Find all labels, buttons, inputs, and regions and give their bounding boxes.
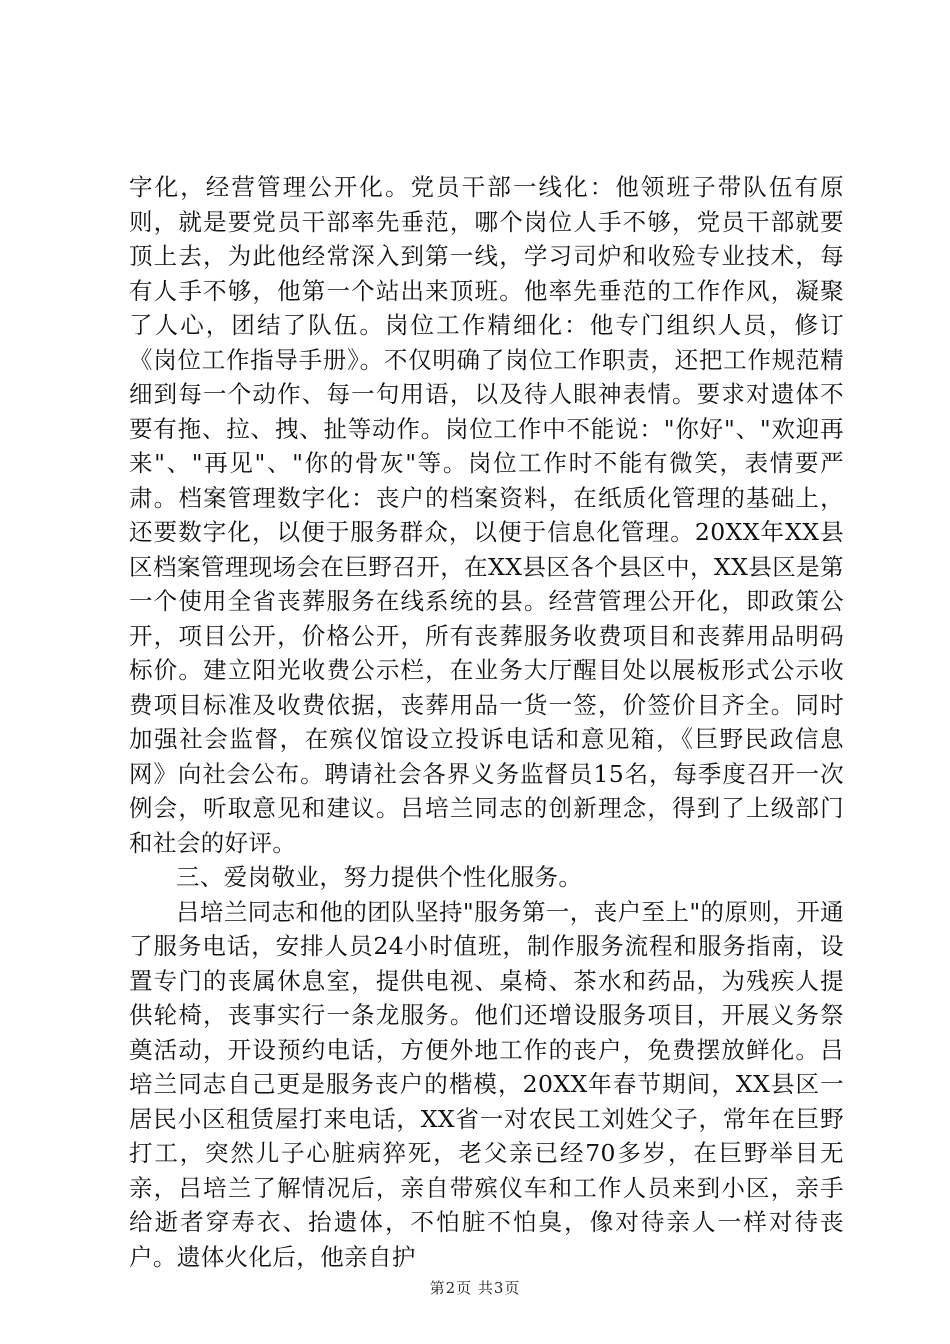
section-heading: 三、爱岗敬业，努力提供个性化服务。 — [176, 863, 583, 891]
paragraph-service: 吕培兰同志和他的团队坚持"服务第一，丧户至上"的原则，开通了服务电话，安排人员24小时值班，制作服务流程和服务指南，设置专门的丧属休息室，提供电视、桌椅、茶水和药品，为残疾人提供轮椅，丧事实行一条龙服务。他们还增设服务项目，开展义务祭奠活动，开设预约电话，方便外地工作的丧户，免费摆放鲜化。吕培兰同志自己更是服务丧户的楷模，20XX年春节期间，XX县区一居民小区租赁屋打来电话，XX省一对农民工刘姓父子，常年在巨野打工，突然儿子心脏病猝死，老父亲已经70多岁，在巨野举目无亲，吕培兰了解情况后，亲自带殡仪车和工作人员来到小区，亲手给逝者穿寿衣、抬遗体，不怕脏不怕臭，像对待亲人一样对待丧户。遗体火化后，他亲自护 — [129, 897, 844, 1271]
paragraph-continuation: 字化，经营管理公开化。党员干部一线化：他领班子带队伍有原则，就是要党员干部率先垂范，哪个岗位人手不够，党员干部就要顶上去，为此他经常深入到第一线，学习司炉和收殓专业技术，每有人手不够，他第一个站出来顶班。他率先垂范的工作作风，凝聚了人心，团结了队伍。岗位工作精细化：他专门组织人员，修订《岗位工作指导手册》。不仅明确了岗位工作职责，还把工作规范精细到每一个动作、每一句用语，以及待人眼神表情。要求对遗体不要有拖、拉、拽、扯等动作。岗位工作中不能说："你好"、"欢迎再来"、"再见"、"你的骨灰"等。岗位工作时不能有微笑，表情要严肃。档案管理数字化：丧户的档案资料，在纸质化管理的基础上，还要数字化，以便于服务群众，以便于信息化管理。20XX年XX县区档案管理现场会在巨野召开，在XX县区各个县区中，XX县区是第一个使用全省丧葬服务在线系统的县。经营管理公开化，即政策公开，项目公开，价格公开，所有丧葬服务收费项目和丧葬用品明码标价。建立阳光收费公示栏，在业务大厅醒目处以展板形式公示收费项目标准及收费依据，丧葬用品一货一签，价签价目齐全。同时加强社会监督，在殡仪馆设立投诉电话和意见箱，《巨野民政信息网》向社会公布。聘请社会各界义务监督员15名，每季度召开一次例会，听取意见和建议。吕培兰同志的创新理念，得到了上级部门和社会的好评。 — [129, 173, 844, 857]
document-body — [129, 170, 844, 1274]
page-number-footer: 第2页 共3页 — [429, 1279, 521, 1297]
